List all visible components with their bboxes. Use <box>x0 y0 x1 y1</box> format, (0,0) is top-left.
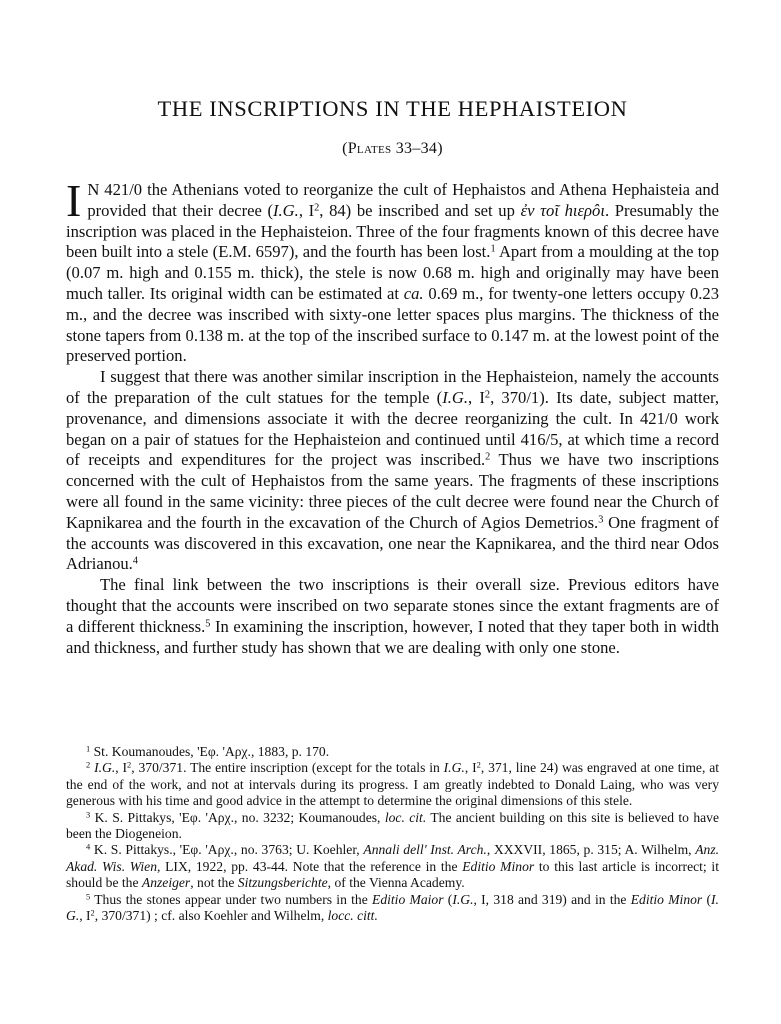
italic-text: Editio Maior <box>372 891 444 907</box>
footnote-number: 2 <box>86 759 91 770</box>
footnote <box>66 744 719 760</box>
text-run: 0.69 m., for twenty-one letters occupy 0.23 m., and the decree was inscribed with sixty-one letter spaces plus margins. The thickness of the stone tapers from 0.138 m. at the top of the inscribed surface to 0.147 m. at the lowest point of the preserved portion. <box>66 283 720 366</box>
text-run: , of the Vienna Academy. <box>327 875 465 891</box>
footnote <box>66 760 719 809</box>
text-run: Apart from a moulding at the top (0.07 m. high and 0.155 m. thick), the stele is now 0.68 m. high and originally may have been much taller. Its original width can be estimated at <box>66 242 720 303</box>
text-run: , LIX, 1922, pp. 43-44. Note that the reference in the <box>157 858 463 874</box>
italic-text: Editio Minor <box>462 858 535 874</box>
text-run: , I <box>464 760 477 776</box>
italic-text: I.G. <box>94 760 116 776</box>
italic-text: I.G. <box>443 760 465 776</box>
text-run: The final link between the two inscriptions is their overall size. Previous editors have thought that the accounts were inscribed on two separate stones since the extant fragments are of a different thickness. <box>66 575 719 636</box>
text-run: ( <box>443 891 453 907</box>
plates-text: (Plates 33–34) <box>342 140 443 157</box>
text-run: , I <box>79 908 91 924</box>
superscript: 5 <box>205 618 211 630</box>
italic-text: I. G. <box>66 891 719 924</box>
text-run: , not the <box>190 875 238 891</box>
footnote <box>66 842 719 891</box>
text-run: to this last article is incorrect; it should be the <box>66 858 719 891</box>
text-run: St. Koumanoudes, 'Εφ. 'Αρχ., 1883, p. 170. <box>90 744 330 759</box>
italic-text: I.G. <box>452 891 474 907</box>
plates-reference <box>66 140 719 158</box>
italic-text: Editio Minor <box>630 891 703 907</box>
text-run: One fragment of the accounts was discovered in this excavation, one near the Kapnikarea, and the third near Odos Adrianou. <box>66 512 719 574</box>
italic-text: ἐν τοῖ hιερôι <box>520 200 605 220</box>
text-run: K. S. Pittakys., 'Εφ. 'Αρχ., no. 3763; U. Koehler, <box>90 842 364 858</box>
text-run: , 370/371. The entire inscription (except for the totals in <box>131 760 444 776</box>
paragraph <box>66 575 719 658</box>
superscript: 1 <box>490 243 496 255</box>
italic-text: Anzeiger <box>141 875 191 891</box>
page-title: THE INSCRIPTIONS IN THE HEPHAISTEION <box>157 96 628 121</box>
italic-text: Annali dell' Inst. Arch. <box>363 842 487 858</box>
footnote-number: 5 <box>86 891 91 902</box>
text-run: , 371, line 24) was engraved at one time, at the end of the work, and not at intervals during its progress. I am greatly indebted to Donald Laing, who was very generous with his time and good advice in the attempt to determine the original dimensions of this stele. <box>66 760 720 809</box>
text-run: , XXXVII, 1865, p. 315; A. Wilhelm, <box>486 842 696 858</box>
text-run: Thus the stones appear under two numbers in the <box>90 891 373 907</box>
footnote-number: 4 <box>86 841 91 852</box>
superscript: 2 <box>484 389 491 401</box>
superscript: 3 <box>598 514 604 526</box>
paragraph <box>66 367 719 575</box>
italic-text: loc. cit. <box>384 809 427 825</box>
text-run: N 421/0 the Athenians voted to reorganize the cult of Hephaistos and Athena Hephaisteia and provided that their decree ( <box>87 180 719 220</box>
text-run: The ancient building on this site is believed to have been the Diogeneion. <box>66 809 720 842</box>
superscript: 2 <box>485 451 491 463</box>
italic-text: I.G. <box>442 387 469 407</box>
footnote-number: 3 <box>86 809 91 819</box>
body-text <box>66 175 720 658</box>
footnote-number: 1 <box>86 743 91 754</box>
text-run: In examining the inscription, however, I noted that they taper both in width and thickness, and further study has shown that we are dealing with only one stone. <box>66 616 719 657</box>
footnote <box>66 892 719 925</box>
text-run: , I, 318 and 319) and in the <box>473 891 631 907</box>
text-run: K. S. Pittakys, 'Εφ. 'Αρχ., no. 3232; Koumanoudes, <box>90 809 385 825</box>
italic-text: locc. citt. <box>327 908 378 924</box>
text-run: , 370/371) ; cf. also Koehler and Wilhelm, <box>94 908 328 924</box>
text-run: Thus we have two inscriptions concerned with the cult of Hephaistos from the same years. The fragments of these inscriptions were all found in the same vicinity: three pieces of the cult decree were found near the Church of Kapnikarea and the fourth in the excavation of the Church of Agios Demetrios. <box>66 450 719 532</box>
italic-text: ca. <box>403 283 424 303</box>
text-run: , 84) be inscribed and set up <box>319 200 521 220</box>
superscript: 4 <box>132 555 138 567</box>
superscript: 2 <box>90 907 95 918</box>
text-run: . Presumably the inscription was placed in the Hephaisteion. Three of the four fragments known of this decree have been built into a stele (E.M. 6597), and the fourth has been lost. <box>66 200 720 262</box>
italic-text: Sitzungsberichte <box>237 875 328 891</box>
paragraph <box>66 175 720 367</box>
footnote <box>66 810 719 843</box>
text-run: , I <box>298 200 315 220</box>
superscript: 2 <box>314 202 320 214</box>
superscript: 2 <box>127 759 132 770</box>
italic-text: Anz. Akad. Wis. Wien <box>66 842 720 874</box>
superscript: 2 <box>476 759 481 770</box>
text-run: , I <box>115 760 128 776</box>
text-run: I suggest that there was another similar inscription in the Hephaisteion, namely the accounts of the preparation of the cult statues for the temple ( <box>66 367 719 407</box>
text-run: ( <box>702 891 712 907</box>
footnotes <box>66 744 719 924</box>
text-run: , 370/1). Its date, subject matter, provenance, and dimensions associate it with the decree reorganizing the cult. In 421/0 work began on a pair of statues for the Hephaisteion and continued until 416/5, at which time a record of receipts and expenditures for the project was inscribed. <box>66 387 719 470</box>
drop-cap: I <box>66 175 82 226</box>
text-run: , I <box>468 387 485 407</box>
italic-text: I.G. <box>273 200 299 220</box>
